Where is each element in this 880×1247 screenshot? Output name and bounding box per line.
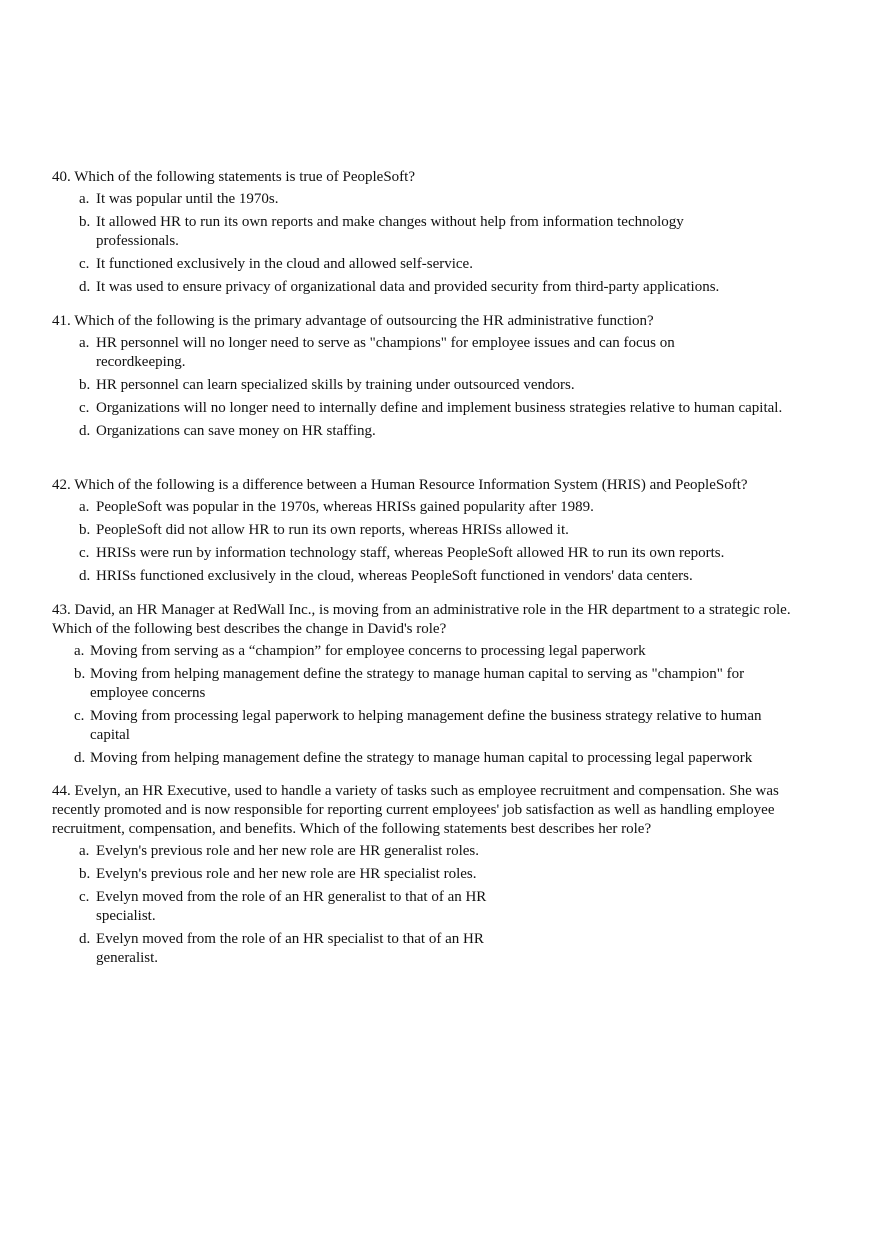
option-c <box>52 255 832 274</box>
option-letter: a. <box>79 191 90 207</box>
option-text: HR personnel can learn specialized skills by training under outsourced vendors. <box>96 377 575 393</box>
option-letter: b. <box>79 522 91 538</box>
option-letter: a. <box>79 335 90 351</box>
option-letter: a. <box>79 499 90 515</box>
option-text: It was popular until the 1970s. <box>96 191 279 207</box>
option-letter: a. <box>74 643 85 659</box>
option-letter: b. <box>79 377 91 393</box>
option-letter: d. <box>79 931 91 947</box>
question-text: David, an HR Manager at RedWall Inc., is moving from an administrative role in the HR department to a strategic role. Which of the following best describes the change in David's role? <box>52 602 791 637</box>
question-42 <box>52 476 832 590</box>
option-a <box>52 190 832 209</box>
option-text: HRISs were run by information technology staff, whereas PeopleSoft allowed HR to run its own reports. <box>96 545 725 561</box>
answer-options <box>52 498 832 586</box>
option-letter: b. <box>79 866 91 882</box>
answer-options <box>52 642 812 768</box>
option-text: PeopleSoft was popular in the 1970s, whereas HRISs gained popularity after 1989. <box>96 499 594 515</box>
question-number: 42. <box>52 477 71 493</box>
option-d <box>52 930 822 968</box>
option-letter: c. <box>79 545 90 561</box>
option-a <box>52 842 822 861</box>
option-letter: c. <box>74 708 85 724</box>
option-c <box>52 888 822 926</box>
option-letter: a. <box>79 843 90 859</box>
question-text: Which of the following is a difference between a Human Resource Information System (HRIS) and PeopleSoft? <box>74 477 748 493</box>
question-text: Evelyn, an HR Executive, used to handle a variety of tasks such as employee recruitment and compensation. She was recently promoted and is now responsible for reporting current employees' job satisfaction as well as handling employee recruitment, compensation, and benefits. Which of the following statements best describes her role? <box>52 783 779 837</box>
option-b <box>52 665 812 703</box>
option-a <box>52 334 832 372</box>
option-d <box>52 278 832 297</box>
option-text: Organizations can save money on HR staffing. <box>96 423 376 439</box>
option-text: HRISs functioned exclusively in the cloud, whereas PeopleSoft functioned in vendors' data centers. <box>96 568 693 584</box>
option-d <box>52 422 832 441</box>
answer-options <box>52 334 832 441</box>
option-letter: c. <box>79 400 90 416</box>
option-letter: b. <box>74 666 86 682</box>
option-c <box>52 399 832 418</box>
option-letter: d. <box>79 568 91 584</box>
option-c <box>52 544 832 563</box>
option-text: It was used to ensure privacy of organizational data and provided security from third-party applications. <box>96 279 720 295</box>
option-text: Moving from serving as a “champion” for employee concerns to processing legal paperwork <box>90 643 646 659</box>
option-b <box>52 865 822 884</box>
option-letter: d. <box>74 750 86 766</box>
question-stem <box>52 601 812 639</box>
option-b <box>52 521 832 540</box>
question-number: 44. <box>52 783 71 799</box>
question-number: 41. <box>52 313 71 329</box>
question-number: 43. <box>52 602 71 618</box>
option-d <box>52 567 832 586</box>
option-text: It functioned exclusively in the cloud and allowed self-service. <box>96 256 473 272</box>
answer-options <box>52 190 832 297</box>
question-text: Which of the following statements is true of PeopleSoft? <box>74 169 415 185</box>
option-letter: d. <box>79 279 91 295</box>
question-stem <box>52 168 832 187</box>
option-text: Moving from helping management define the strategy to manage human capital to processing legal paperwork <box>90 750 753 766</box>
option-c <box>52 707 812 745</box>
option-a <box>52 642 812 661</box>
option-text: Evelyn's previous role and her new role are HR generalist roles. <box>96 843 479 859</box>
option-b <box>52 213 832 251</box>
option-letter: c. <box>79 256 90 272</box>
option-d <box>52 749 812 768</box>
option-text: Evelyn's previous role and her new role are HR specialist roles. <box>96 866 477 882</box>
question-stem <box>52 312 832 331</box>
option-text: Organizations will no longer need to internally define and implement business strategies relative to human capital. <box>96 400 783 416</box>
option-letter: c. <box>79 889 90 905</box>
question-number: 40. <box>52 169 71 185</box>
question-41 <box>52 312 832 445</box>
option-letter: d. <box>79 423 91 439</box>
question-40 <box>52 168 832 301</box>
question-43 <box>52 601 812 772</box>
question-text: Which of the following is the primary advantage of outsourcing the HR administrative function? <box>74 313 654 329</box>
question-stem <box>52 782 822 839</box>
option-text: Moving from helping management define the strategy to manage human capital to serving as "champion" for employee concerns <box>90 666 745 701</box>
option-text: Moving from processing legal paperwork to helping management define the business strategy relative to human capital <box>90 708 762 743</box>
option-text: Evelyn moved from the role of an HR specialist to that of an HR generalist. <box>96 931 484 966</box>
option-text: Evelyn moved from the role of an HR generalist to that of an HR specialist. <box>96 889 487 924</box>
option-letter: b. <box>79 214 91 230</box>
option-text: It allowed HR to run its own reports and make changes without help from information technology professionals. <box>96 214 684 249</box>
option-text: HR personnel will no longer need to serve as "champions" for employee issues and can focus on recordkeeping. <box>96 335 675 370</box>
option-text: PeopleSoft did not allow HR to run its own reports, whereas HRISs allowed it. <box>96 522 569 538</box>
question-stem <box>52 476 832 495</box>
option-a <box>52 498 832 517</box>
answer-options <box>52 842 822 968</box>
question-44 <box>52 782 822 972</box>
option-b <box>52 376 832 395</box>
